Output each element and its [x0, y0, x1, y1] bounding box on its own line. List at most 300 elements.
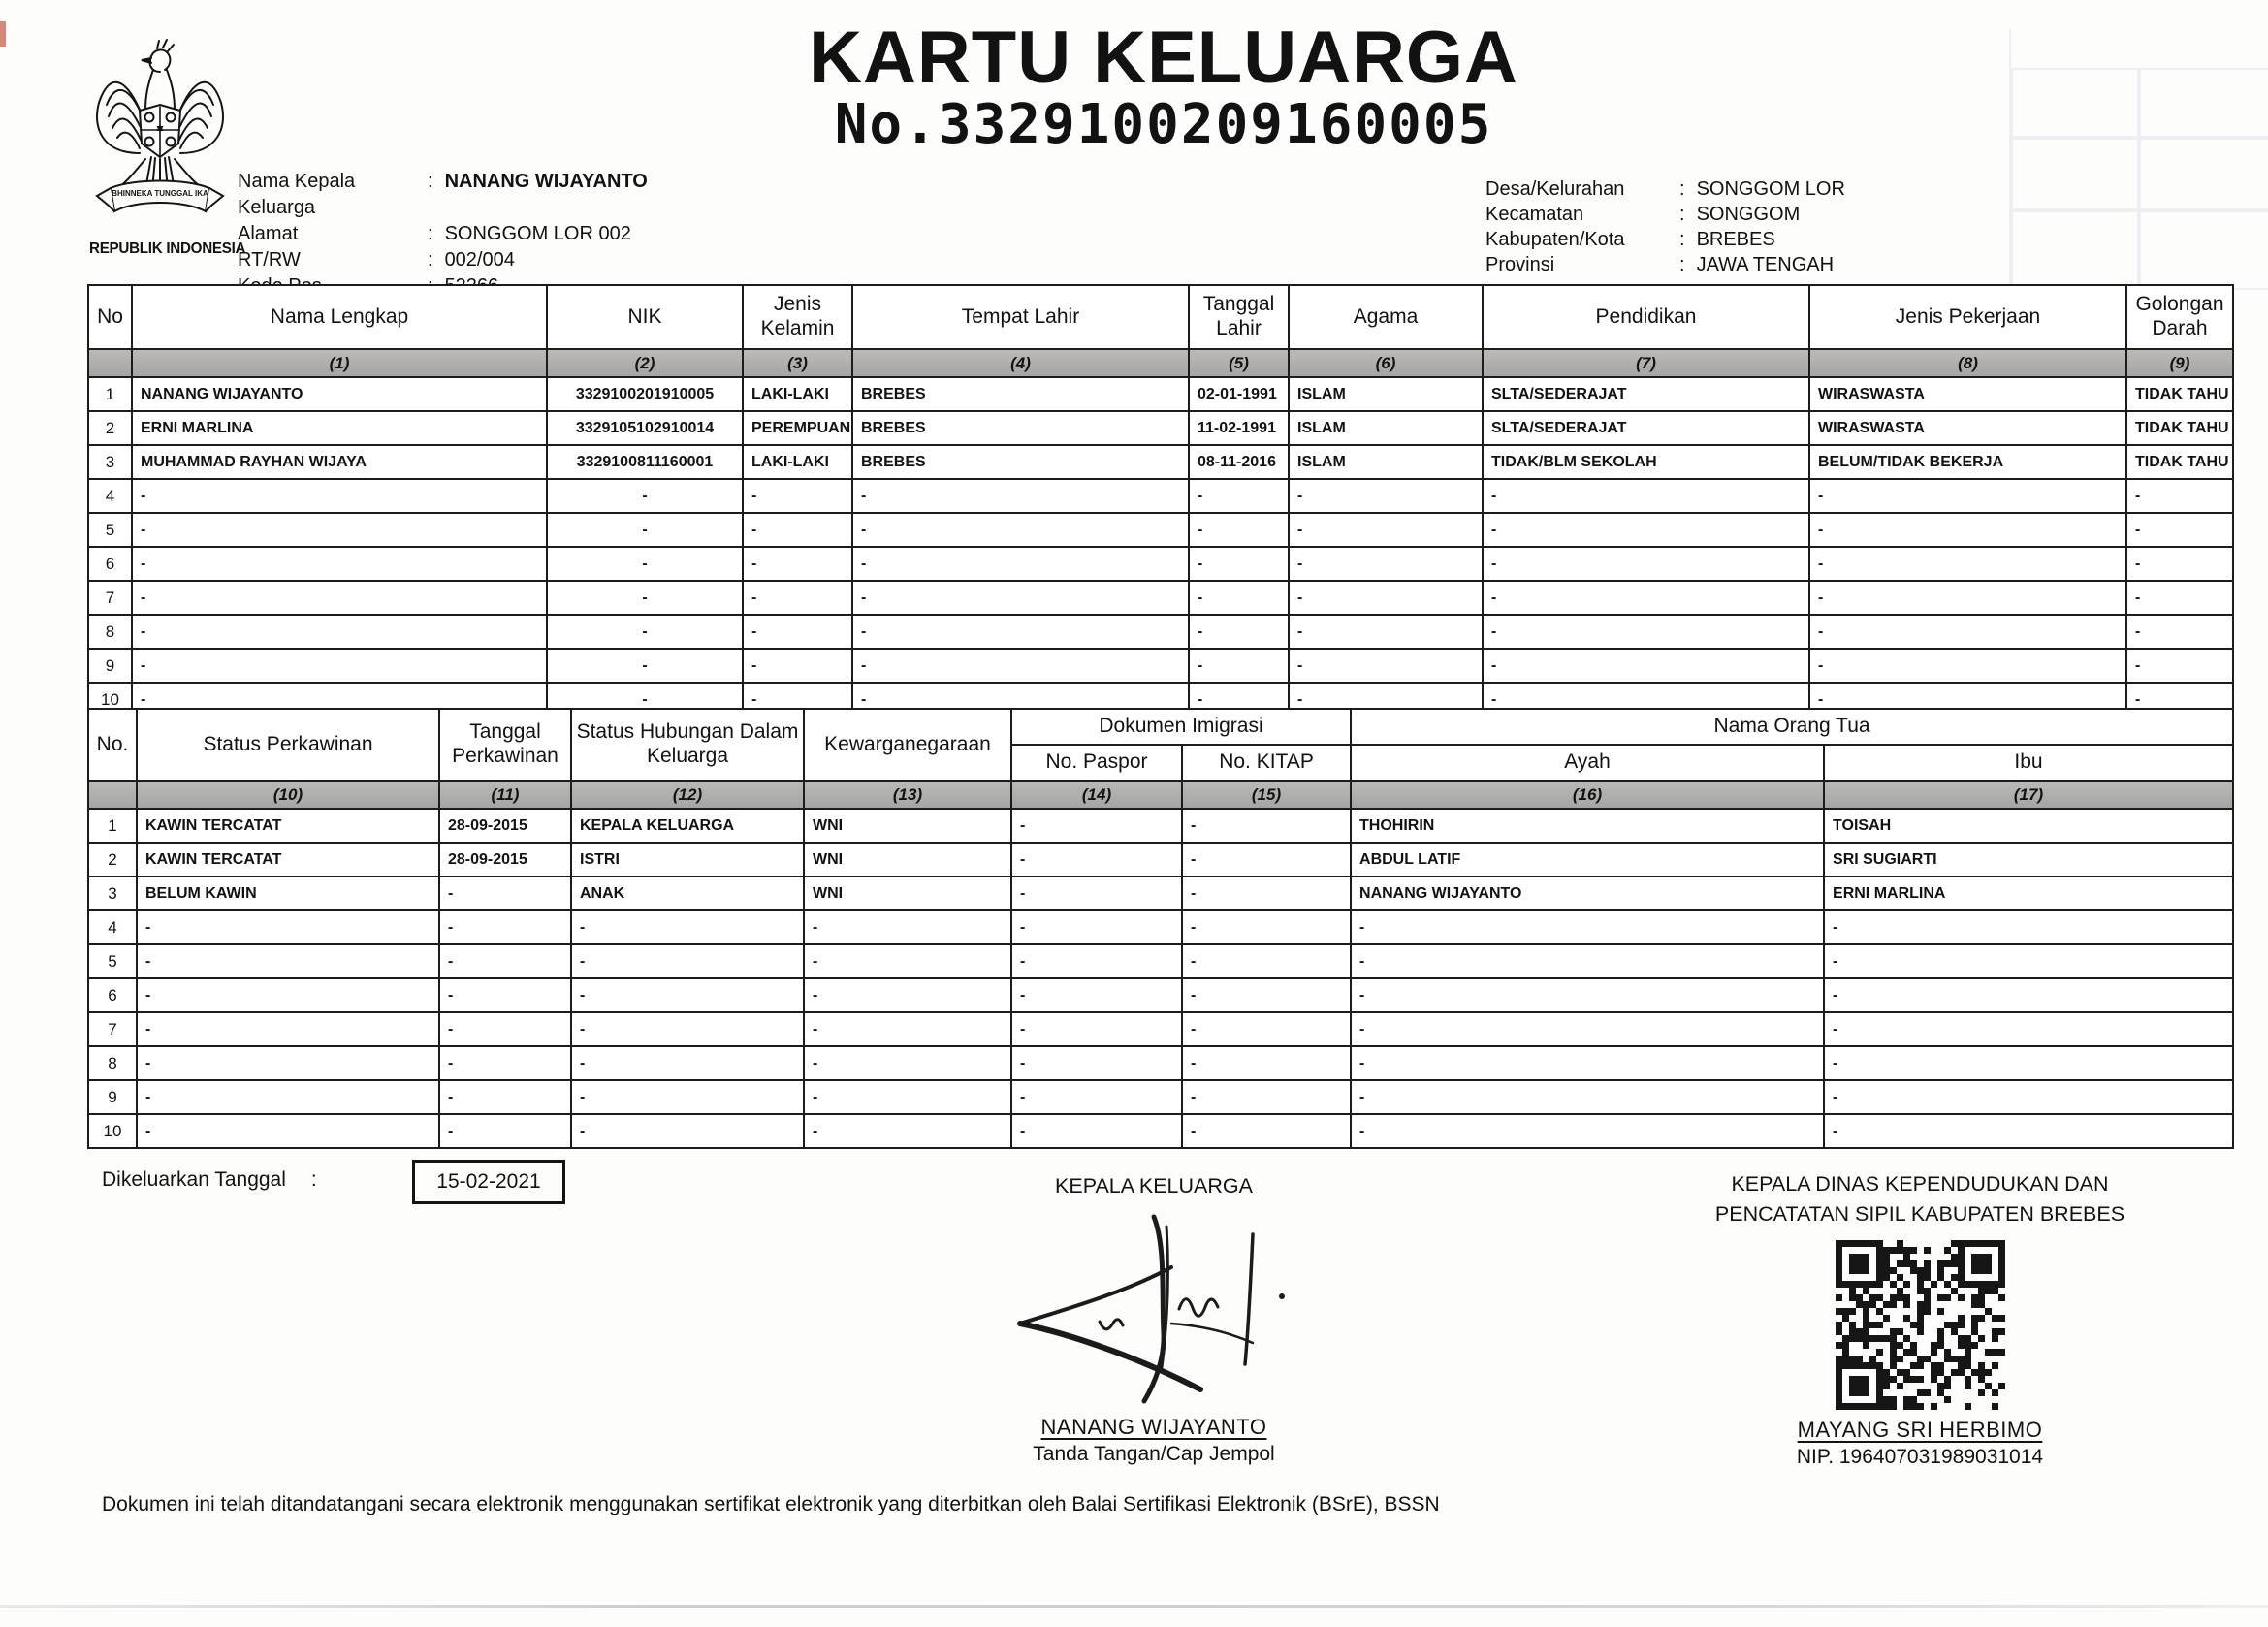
table-cell: -: [137, 1080, 439, 1114]
info-row-alamat: [238, 221, 648, 247]
col-header-tanggal-perkawinan: Tanggal Perkawinan: [439, 709, 571, 781]
table-cell: THOHIRIN: [1351, 809, 1824, 843]
table-cell: -: [439, 1114, 571, 1148]
table-cell: -: [571, 910, 804, 944]
table-cell: -: [439, 1080, 571, 1114]
table-cell: -: [439, 1046, 571, 1080]
info-row-desa-kelurahan: [1485, 176, 1845, 202]
info-value: SONGGOM LOR: [1696, 178, 1845, 200]
table-cell: WNI: [804, 809, 1011, 843]
row-number: 6: [88, 978, 137, 1012]
table-cell: -: [547, 581, 743, 615]
table-cell: -: [1289, 615, 1483, 649]
table-row: [88, 445, 2233, 479]
table-row: [88, 411, 2233, 445]
table-cell: WIRASWASTA: [1809, 377, 2126, 411]
head-of-family-title: KEPALA KELUARGA: [1055, 1174, 1253, 1197]
document-number-prefix: No.: [834, 93, 939, 156]
table-cell: -: [1824, 944, 2233, 978]
table-row: [88, 843, 2233, 877]
row-number: 3: [88, 445, 132, 479]
table-cell: -: [439, 877, 571, 910]
col-header-nama-orang-tua: Nama Orang Tua: [1351, 709, 2233, 745]
table-cell: -: [804, 1114, 1011, 1148]
table-cell: NANANG WIJAYANTO: [1351, 877, 1824, 910]
table-cell: -: [439, 944, 571, 978]
table-cell: 11-02-1991: [1189, 411, 1289, 445]
table-cell: -: [1351, 1012, 1824, 1046]
table-cell: TIDAK TAHU: [2126, 411, 2233, 445]
info-row-provinsi: [1485, 252, 1845, 277]
table-cell: -: [1483, 513, 1809, 547]
table2-body: [88, 809, 2233, 1148]
row-number: 7: [88, 581, 132, 615]
col-header-ayah: Ayah: [1351, 745, 1824, 781]
emblem-caption: REPUBLIK INDONESIA: [89, 240, 246, 257]
info-label: Kabupaten/Kota: [1485, 229, 1625, 250]
table-cell: 08-11-2016: [1189, 445, 1289, 479]
info-row-nama-kepala-keluarga: [238, 169, 648, 221]
table-cell: -: [132, 547, 547, 581]
table-cell: 3329100201910005: [547, 377, 743, 411]
column-number: (7): [1483, 349, 1809, 377]
table-cell: -: [1182, 978, 1351, 1012]
issued-date-value: 15-02-2021: [412, 1160, 565, 1204]
table-cell: -: [1824, 1080, 2233, 1114]
table-cell: PEREMPUAN: [743, 411, 852, 445]
table-row: [88, 910, 2233, 944]
table-cell: -: [2126, 513, 2233, 547]
table-cell: -: [1189, 581, 1289, 615]
table-cell: -: [804, 978, 1011, 1012]
table-row: [88, 513, 2233, 547]
table-cell: -: [1289, 581, 1483, 615]
table-cell: MUHAMMAD RAYHAN WIJAYA: [132, 445, 547, 479]
table-cell: BELUM KAWIN: [137, 877, 439, 910]
qr-code: [1836, 1240, 2005, 1410]
info-colon: :: [1679, 178, 1685, 200]
table-cell: ISLAM: [1289, 377, 1483, 411]
col-header-nik: NIK: [547, 285, 743, 349]
table-cell: -: [1189, 547, 1289, 581]
table-cell: TOISAH: [1824, 809, 2233, 843]
info-value: BREBES: [1696, 229, 1775, 250]
info-value: NANANG WIJAYANTO: [444, 171, 648, 192]
table-row: [88, 1080, 2233, 1114]
table-row: [88, 944, 2233, 978]
table-cell: -: [137, 910, 439, 944]
table-cell: -: [1182, 1080, 1351, 1114]
table-cell: -: [1351, 1046, 1824, 1080]
table-cell: -: [1182, 809, 1351, 843]
table-cell: -: [1483, 615, 1809, 649]
table-row: [88, 615, 2233, 649]
table-cell: 02-01-1991: [1189, 377, 1289, 411]
column-number: (8): [1809, 349, 2126, 377]
table-cell: -: [137, 1114, 439, 1148]
column-number: (1): [132, 349, 547, 377]
info-value: 002/004: [444, 249, 515, 271]
table-cell: -: [1289, 513, 1483, 547]
table-cell: -: [1182, 843, 1351, 877]
table-cell: -: [547, 649, 743, 683]
table-cell: ISLAM: [1289, 445, 1483, 479]
table-cell: BELUM/TIDAK BEKERJA: [1809, 445, 2126, 479]
table-row: [88, 1012, 2233, 1046]
official-name: MAYANG SRI HERBIMO: [1797, 1418, 2043, 1443]
row-number: 10: [88, 1114, 137, 1148]
row-number: 9: [88, 649, 132, 683]
row-number: 9: [88, 1080, 137, 1114]
table-cell: KEPALA KELUARGA: [571, 809, 804, 843]
table-row: [88, 809, 2233, 843]
head-of-family-name: NANANG WIJAYANTO: [1040, 1414, 1267, 1439]
table-cell: LAKI-LAKI: [743, 377, 852, 411]
table-cell: NANANG WIJAYANTO: [132, 377, 547, 411]
table-cell: -: [743, 615, 852, 649]
table-cell: -: [1824, 1012, 2233, 1046]
table-cell: -: [2126, 479, 2233, 513]
col-header-status-perkawinan: Status Perkawinan: [137, 709, 439, 781]
col-header-tanggal-lahir: Tanggal Lahir: [1189, 285, 1289, 349]
col-header-jenis-pekerjaan: Jenis Pekerjaan: [1809, 285, 2126, 349]
col-header-nama-lengkap: Nama Lengkap: [132, 285, 547, 349]
row-number: 1: [88, 809, 137, 843]
table-cell: -: [547, 513, 743, 547]
table-cell: -: [137, 1012, 439, 1046]
col-header-agama: Agama: [1289, 285, 1483, 349]
table-cell: ANAK: [571, 877, 804, 910]
table-cell: -: [743, 479, 852, 513]
official-nip: NIP. 196407031989031014: [1796, 1446, 2044, 1469]
col-header-dokumen-imigrasi: Dokumen Imigrasi: [1011, 709, 1351, 745]
col-header-pendidikan: Pendidikan: [1483, 285, 1809, 349]
table-cell: -: [137, 944, 439, 978]
table-cell: -: [1182, 944, 1351, 978]
table-row: [88, 479, 2233, 513]
info-value: SONGGOM: [1696, 204, 1801, 225]
row-number: 3: [88, 877, 137, 910]
table-cell: -: [743, 547, 852, 581]
table-cell: ABDUL LATIF: [1351, 843, 1824, 877]
table-cell: -: [1824, 1046, 2233, 1080]
table-cell: -: [571, 1114, 804, 1148]
table-cell: ERNI MARLINA: [132, 411, 547, 445]
table-cell: -: [1809, 547, 2126, 581]
table-cell: -: [1011, 1012, 1182, 1046]
table-cell: -: [1289, 649, 1483, 683]
table-cell: -: [571, 1080, 804, 1114]
info-label: RT/RW: [238, 249, 301, 271]
table-cell: KAWIN TERCATAT: [137, 809, 439, 843]
table-cell: -: [1824, 1114, 2233, 1148]
col-header-no: No.: [88, 709, 137, 781]
table-cell: ISTRI: [571, 843, 804, 877]
signature-scribble-icon: [999, 1207, 1309, 1411]
table-cell: -: [1289, 479, 1483, 513]
table-cell: TIDAK TAHU: [2126, 377, 2233, 411]
table-row: [88, 547, 2233, 581]
table-cell: -: [547, 479, 743, 513]
table-cell: -: [852, 513, 1189, 547]
table-cell: -: [1182, 1114, 1351, 1148]
table-cell: -: [1011, 877, 1182, 910]
table-row: [88, 377, 2233, 411]
table-cell: -: [1483, 479, 1809, 513]
column-number: (14): [1011, 781, 1182, 809]
col-header-golongan-darah: Golongan Darah: [2126, 285, 2233, 349]
column-number: (4): [852, 349, 1189, 377]
column-number: (17): [1824, 781, 2233, 809]
table-cell: -: [1809, 649, 2126, 683]
table-cell: WIRASWASTA: [1809, 411, 2126, 445]
table1-body: [88, 377, 2233, 717]
row-number: 10: [88, 683, 132, 717]
col-header-kewarganegaraan: Kewarganegaraan: [804, 709, 1011, 781]
row-number: 4: [88, 479, 132, 513]
row-number: 1: [88, 377, 132, 411]
column-number: (11): [439, 781, 571, 809]
table-cell: -: [1289, 683, 1483, 717]
table-cell: -: [137, 1046, 439, 1080]
row-number: 8: [88, 1046, 137, 1080]
table-cell: -: [1011, 978, 1182, 1012]
table-cell: -: [1824, 978, 2233, 1012]
marital-parents-table: [87, 708, 2234, 1149]
table-cell: BREBES: [852, 411, 1189, 445]
table-cell: WNI: [804, 877, 1011, 910]
col-header-no: No: [88, 285, 132, 349]
table2-header-row-1: [88, 709, 2233, 745]
row-number: 2: [88, 843, 137, 877]
col-header-ibu: Ibu: [1824, 745, 2233, 781]
official-signature-block: [1648, 1169, 2191, 1469]
table-cell: -: [547, 683, 743, 717]
page-title: KARTU KELUARGA: [809, 16, 1518, 99]
row-number: 7: [88, 1012, 137, 1046]
document-number-value: 3329100209160005: [938, 93, 1493, 156]
column-number: (9): [2126, 349, 2233, 377]
table-cell: WNI: [804, 843, 1011, 877]
info-label: Alamat: [238, 223, 299, 244]
official-title-line2: PENCATATAN SIPIL KABUPATEN BREBES: [1714, 1201, 2125, 1226]
table-cell: -: [1809, 479, 2126, 513]
table2-column-numbers-row: [88, 781, 2233, 809]
column-number: (2): [547, 349, 743, 377]
table-cell: -: [804, 1012, 1011, 1046]
issued-date-label: Dikeluarkan Tanggal: [102, 1168, 286, 1191]
table-cell: -: [743, 513, 852, 547]
table-cell: -: [1483, 683, 1809, 717]
table-cell: -: [1289, 547, 1483, 581]
table-cell: ISLAM: [1289, 411, 1483, 445]
table-cell: -: [571, 978, 804, 1012]
row-number: 5: [88, 513, 132, 547]
table-cell: BREBES: [852, 377, 1189, 411]
info-colon: :: [1679, 254, 1685, 275]
table-cell: LAKI-LAKI: [743, 445, 852, 479]
column-number-empty: [88, 781, 137, 809]
household-info-left: [238, 169, 648, 300]
table-cell: -: [132, 683, 547, 717]
column-number: (16): [1351, 781, 1824, 809]
info-colon: :: [428, 171, 433, 192]
row-number: 8: [88, 615, 132, 649]
table-cell: -: [1011, 944, 1182, 978]
table-cell: -: [743, 581, 852, 615]
table-cell: -: [852, 547, 1189, 581]
info-value: JAWA TENGAH: [1696, 254, 1835, 275]
col-header-status-hubungan: Status Hubungan Dalam Keluarga: [571, 709, 804, 781]
table-cell: -: [1011, 1080, 1182, 1114]
table-cell: -: [571, 944, 804, 978]
table-cell: -: [439, 1012, 571, 1046]
document-header: [68, 16, 2259, 156]
table-cell: -: [2126, 683, 2233, 717]
column-number: (3): [743, 349, 852, 377]
table-cell: -: [804, 910, 1011, 944]
table-cell: -: [852, 479, 1189, 513]
table-cell: -: [2126, 615, 2233, 649]
row-number: 5: [88, 944, 137, 978]
table-cell: -: [1483, 581, 1809, 615]
table-cell: -: [1182, 1012, 1351, 1046]
info-label: Kecamatan: [1485, 204, 1584, 225]
table1-column-numbers-row: [88, 349, 2233, 377]
table-cell: -: [1182, 910, 1351, 944]
issued-date-row: [102, 1168, 317, 1192]
table-cell: -: [1351, 944, 1824, 978]
table-cell: 28-09-2015: [439, 809, 571, 843]
table-cell: SRI SUGIARTI: [1824, 843, 2233, 877]
info-colon: :: [428, 249, 433, 271]
table-cell: TIDAK/BLM SEKOLAH: [1483, 445, 1809, 479]
table-cell: -: [1809, 581, 2126, 615]
row-number: 2: [88, 411, 132, 445]
table-cell: -: [1809, 513, 2126, 547]
table-cell: -: [1189, 615, 1289, 649]
table-row: [88, 1046, 2233, 1080]
table-cell: SLTA/SEDERAJAT: [1483, 377, 1809, 411]
head-of-family-signature-block: [921, 1171, 1387, 1466]
table-cell: -: [2126, 547, 2233, 581]
table-row: [88, 649, 2233, 683]
table-cell: -: [743, 683, 852, 717]
table-cell: 3329105102910014: [547, 411, 743, 445]
table-cell: -: [1182, 877, 1351, 910]
official-title-line1: KEPALA DINAS KEPENDUDUKAN DAN: [1731, 1172, 2109, 1196]
table-cell: -: [804, 944, 1011, 978]
info-row-kecamatan: [1485, 202, 1845, 227]
table-cell: -: [852, 581, 1189, 615]
table-row: [88, 978, 2233, 1012]
table-cell: -: [1351, 1114, 1824, 1148]
info-label: Provinsi: [1485, 254, 1555, 275]
table-cell: -: [571, 1012, 804, 1046]
table-cell: -: [1011, 910, 1182, 944]
emblem-motto-text: BHINNEKA TUNGGAL IKA: [112, 189, 208, 198]
table-cell: SLTA/SEDERAJAT: [1483, 411, 1809, 445]
table-row: [88, 581, 2233, 615]
info-value: SONGGOM LOR 002: [444, 223, 631, 244]
table-cell: -: [804, 1046, 1011, 1080]
table-cell: -: [1189, 513, 1289, 547]
info-colon: :: [1679, 229, 1685, 250]
table-cell: -: [852, 683, 1189, 717]
table-cell: -: [2126, 649, 2233, 683]
column-number: (6): [1289, 349, 1483, 377]
col-header-no-paspor: No. Paspor: [1011, 745, 1182, 781]
table-cell: -: [439, 910, 571, 944]
table-cell: -: [571, 1046, 804, 1080]
column-number: (15): [1182, 781, 1351, 809]
table-cell: -: [132, 649, 547, 683]
scan-edge-line: [0, 1605, 2268, 1608]
column-number: (10): [137, 781, 439, 809]
table-cell: ERNI MARLINA: [1824, 877, 2233, 910]
table-cell: -: [743, 649, 852, 683]
table-cell: -: [132, 479, 547, 513]
col-header-jenis-kelamin: Jenis Kelamin: [743, 285, 852, 349]
table-cell: -: [132, 513, 547, 547]
document-number: [68, 93, 2259, 156]
table-cell: -: [1182, 1046, 1351, 1080]
info-label: Nama Kepala Keluarga: [238, 171, 356, 218]
column-number: (5): [1189, 349, 1289, 377]
table-cell: -: [1011, 1046, 1182, 1080]
signature-caption: Tanda Tangan/Cap Jempol: [1033, 1442, 1275, 1465]
col-header-tempat-lahir: Tempat Lahir: [852, 285, 1189, 349]
table-cell: -: [132, 615, 547, 649]
table-cell: -: [547, 547, 743, 581]
table-cell: -: [1809, 683, 2126, 717]
region-info-right: [1485, 176, 1845, 277]
info-colon: :: [1679, 204, 1685, 225]
table-cell: -: [1483, 547, 1809, 581]
table-cell: -: [1824, 910, 2233, 944]
info-row-rt-rw: [238, 247, 648, 273]
column-number: (13): [804, 781, 1011, 809]
table-cell: -: [1189, 479, 1289, 513]
table-cell: -: [852, 615, 1189, 649]
table-cell: TIDAK TAHU: [2126, 445, 2233, 479]
row-number: 6: [88, 547, 132, 581]
table-cell: -: [1351, 910, 1824, 944]
table-cell: -: [2126, 581, 2233, 615]
scan-speck: [0, 21, 6, 47]
table1-header-row: [88, 285, 2233, 349]
table-cell: 28-09-2015: [439, 843, 571, 877]
official-title: [1648, 1169, 2191, 1228]
table-row: [88, 1114, 2233, 1148]
info-label: Desa/Kelurahan: [1485, 178, 1625, 200]
table-cell: -: [1011, 1114, 1182, 1148]
table-cell: -: [804, 1080, 1011, 1114]
table-row: [88, 877, 2233, 910]
table-cell: -: [439, 978, 571, 1012]
row-number: 4: [88, 910, 137, 944]
table-cell: KAWIN TERCATAT: [137, 843, 439, 877]
table-cell: 3329100811160001: [547, 445, 743, 479]
issued-date-colon: :: [310, 1168, 317, 1191]
table-cell: -: [1351, 978, 1824, 1012]
column-number: (12): [571, 781, 804, 809]
info-row-kabupaten-kota: [1485, 227, 1845, 252]
family-members-table: [87, 284, 2234, 718]
col-header-no-kitap: No. KITAP: [1182, 745, 1351, 781]
table-cell: -: [1189, 683, 1289, 717]
table-cell: -: [132, 581, 547, 615]
